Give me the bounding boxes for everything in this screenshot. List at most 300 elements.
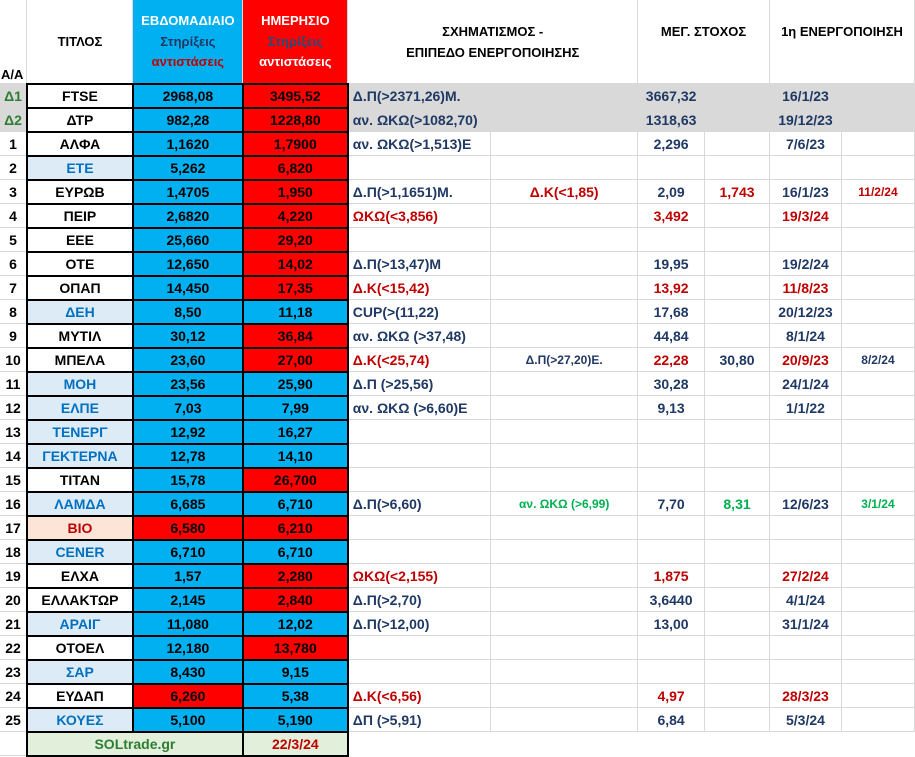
row-pattern1 [348,468,491,492]
row-target: 4,97 [638,684,705,708]
row-target [638,516,705,540]
row-target2 [705,684,770,708]
row-aa: 16 [0,492,27,516]
row-target: 13,00 [638,612,705,636]
row-activation [769,228,841,252]
footer-row [0,732,915,756]
row-weekly: 6,260 [133,684,243,708]
row-activation: 20/12/23 [769,300,841,324]
row-activation2 [841,612,914,636]
row-target [638,540,705,564]
row-daily: 5,190 [243,708,348,732]
row-daily: 11,18 [243,300,348,324]
footer-empty [841,732,914,756]
row-activation: 24/1/24 [769,372,841,396]
table-row [0,300,915,324]
row-weekly: 12,78 [133,444,243,468]
row-name: ΔΤΡ [27,108,133,132]
row-activation [769,420,841,444]
row-target: 7,70 [638,492,705,516]
table-row [0,348,915,372]
row-activation: 19/12/23 [769,108,841,132]
row-name: ΕΕΕ [27,228,133,252]
row-name: FTSE [27,84,133,108]
row-daily: 1,950 [243,180,348,204]
row-target: 17,68 [638,300,705,324]
row-weekly: 2,6820 [133,204,243,228]
row-name: ΤΙΤΑΝ [27,468,133,492]
row-weekly: 6,710 [133,540,243,564]
row-name: ΛΑΜΔΑ [27,492,133,516]
row-daily: 27,00 [243,348,348,372]
row-activation2 [841,300,914,324]
row-pattern2 [491,468,638,492]
row-name: ΜΥΤΙΛ [27,324,133,348]
header-activation: 1η ΕΝΕΡΓΟΠΟΙΗΣΗ [769,0,914,84]
footer-empty [491,732,638,756]
table-row [0,612,915,636]
row-pattern1: Δ.Π(>2,70) [348,588,491,612]
row-weekly: 5,262 [133,156,243,180]
row-target2: 1,743 [705,180,770,204]
row-pattern2 [491,228,638,252]
row-target: 19,95 [638,252,705,276]
row-pattern1: αν. ΩΚΩ (>37,48) [348,324,491,348]
table-row [0,132,915,156]
row-daily: 2,280 [243,564,348,588]
row-target2 [705,564,770,588]
row-daily: 29,20 [243,228,348,252]
row-aa: 3 [0,180,27,204]
row-activation [769,444,841,468]
row-pattern1: Δ.Π(>2371,26)Μ. [348,84,491,108]
row-activation [769,468,841,492]
header-daily-sub2: αντιστάσεις [259,54,332,70]
row-daily: 1228,80 [243,108,348,132]
header-weekly-title: ΕΒΔΟΜΑΔΙΑΙΟ [141,13,235,29]
row-target2 [705,660,770,684]
row-pattern1: αν. ΩΚΩ (>6,60)Ε [348,396,491,420]
row-pattern2 [491,276,638,300]
row-pattern2 [491,204,638,228]
table-row [0,276,915,300]
row-target2 [705,420,770,444]
row-daily: 6,820 [243,156,348,180]
table-row [0,468,915,492]
row-daily: 4,220 [243,204,348,228]
row-weekly: 1,4705 [133,180,243,204]
table-row [0,540,915,564]
header-weekly-sub2: αντιστάσεις [151,54,225,70]
table-row [0,156,915,180]
row-activation: 16/1/23 [769,84,841,108]
row-target: 9,13 [638,396,705,420]
row-pattern2 [491,708,638,732]
row-name: ΕΛΧΑ [27,564,133,588]
row-pattern1: ΩΚΩ(<2,155) [348,564,491,588]
header-daily [243,0,348,84]
table-row [0,636,915,660]
row-weekly: 8,430 [133,660,243,684]
row-daily: 2,840 [243,588,348,612]
table-row [0,588,915,612]
row-pattern2 [491,660,638,684]
footer-date: 22/3/24 [243,732,348,756]
table-row [0,108,915,132]
row-activation [769,156,841,180]
row-target: 6,84 [638,708,705,732]
header-pattern-line1: ΣΧΗΜΑΤΙΣΜΟΣ - [442,23,544,39]
row-weekly: 12,92 [133,420,243,444]
header-titlos: ΤΙΤΛΟΣ [27,0,133,84]
row-activation2 [841,108,914,132]
row-daily: 26,700 [243,468,348,492]
row-name: ΑΛΦΑ [27,132,133,156]
row-activation: 7/6/23 [769,132,841,156]
row-weekly: 23,56 [133,372,243,396]
header-daily-title: ΗΜΕΡΗΣΙΟ [261,13,330,29]
row-name: ΟΤΟΕΛ [27,636,133,660]
row-target2 [705,372,770,396]
row-target2 [705,516,770,540]
row-aa: 23 [0,660,27,684]
row-target: 1318,63 [638,108,705,132]
row-target2 [705,444,770,468]
row-activation2: 3/1/24 [841,492,914,516]
row-pattern1: CUP(>(11,22) [348,300,491,324]
row-pattern2: αν. ΩΚΩ (>6,99) [491,492,638,516]
row-daily: 17,35 [243,276,348,300]
row-aa: 17 [0,516,27,540]
row-activation: 19/3/24 [769,204,841,228]
row-activation2 [841,684,914,708]
row-aa: 2 [0,156,27,180]
row-pattern2 [491,156,638,180]
table-row [0,684,915,708]
table-row [0,324,915,348]
row-activation2 [841,468,914,492]
table-row [0,492,915,516]
header-row [0,0,915,84]
row-target: 13,92 [638,276,705,300]
row-target2: 30,80 [705,348,770,372]
row-activation2 [841,708,914,732]
row-pattern1 [348,156,491,180]
row-pattern2 [491,108,638,132]
row-activation2 [841,660,914,684]
row-activation: 11/8/23 [769,276,841,300]
row-target: 2,09 [638,180,705,204]
row-target [638,420,705,444]
row-target [638,444,705,468]
row-aa: Δ2 [0,108,27,132]
row-weekly: 12,650 [133,252,243,276]
row-pattern2: Δ.Κ(<1,85) [491,180,638,204]
table-row [0,84,915,108]
row-pattern2 [491,516,638,540]
row-weekly: 982,28 [133,108,243,132]
row-name: CENER [27,540,133,564]
row-activation: 1/1/22 [769,396,841,420]
row-pattern1: Δ.Π(>1,1651)Μ. [348,180,491,204]
row-daily: 5,38 [243,684,348,708]
row-pattern2 [491,444,638,468]
row-aa: 21 [0,612,27,636]
row-activation [769,660,841,684]
row-activation2: 11/2/24 [841,180,914,204]
row-activation2 [841,132,914,156]
row-weekly: 6,580 [133,516,243,540]
row-aa: 10 [0,348,27,372]
row-target2 [705,156,770,180]
row-pattern2 [491,372,638,396]
row-pattern2 [491,324,638,348]
row-target2: 8,31 [705,492,770,516]
row-activation [769,540,841,564]
footer-empty [638,732,705,756]
table-row [0,396,915,420]
row-activation2 [841,204,914,228]
row-pattern1: Δ.Κ(<15,42) [348,276,491,300]
row-activation2 [841,396,914,420]
header-daily-sub1: Στηρίξεις [267,34,323,50]
row-aa: 24 [0,684,27,708]
table-row [0,564,915,588]
row-weekly: 2,145 [133,588,243,612]
row-target2 [705,300,770,324]
row-daily: 12,02 [243,612,348,636]
row-weekly: 23,60 [133,348,243,372]
row-target2 [705,612,770,636]
row-activation: 20/9/23 [769,348,841,372]
row-weekly: 11,080 [133,612,243,636]
row-daily: 9,15 [243,660,348,684]
row-target2 [705,84,770,108]
row-aa: 14 [0,444,27,468]
row-daily: 13,780 [243,636,348,660]
row-name: ΔΕΗ [27,300,133,324]
row-aa: 12 [0,396,27,420]
row-aa: 22 [0,636,27,660]
row-pattern1: αν. ΩΚΩ(>1,513)Ε [348,132,491,156]
row-aa: 7 [0,276,27,300]
header-target: ΜΕΓ. ΣΤΟΧΟΣ [638,0,770,84]
header-weekly-sub1: Στηρίξεις [160,34,216,50]
row-pattern2: Δ.Π(>27,20)Ε. [491,348,638,372]
row-target: 22,28 [638,348,705,372]
row-name: ΚΟΥΕΣ [27,708,133,732]
row-daily: 1,7900 [243,132,348,156]
row-activation2: 8/2/24 [841,348,914,372]
row-weekly: 7,03 [133,396,243,420]
row-activation2 [841,516,914,540]
header-aa: Α/Α [0,0,27,84]
row-activation: 5/3/24 [769,708,841,732]
row-pattern2 [491,300,638,324]
row-activation2 [841,228,914,252]
row-name: ΣΑΡ [27,660,133,684]
row-target2 [705,132,770,156]
row-target: 30,28 [638,372,705,396]
row-pattern1: Δ.Π (>25,56) [348,372,491,396]
row-weekly: 12,180 [133,636,243,660]
row-pattern1 [348,228,491,252]
row-activation: 27/2/24 [769,564,841,588]
table-row [0,420,915,444]
row-aa: 20 [0,588,27,612]
row-activation2 [841,372,914,396]
row-pattern2 [491,84,638,108]
row-weekly: 30,12 [133,324,243,348]
row-daily: 6,710 [243,540,348,564]
row-daily: 36,84 [243,324,348,348]
row-daily: 14,10 [243,444,348,468]
row-name: ΕΤΕ [27,156,133,180]
table-row [0,708,915,732]
row-target2 [705,396,770,420]
row-target2 [705,204,770,228]
row-pattern1: Δ.Κ(<25,74) [348,348,491,372]
row-aa: 6 [0,252,27,276]
footer-empty [769,732,841,756]
row-aa: 13 [0,420,27,444]
row-target2 [705,588,770,612]
row-aa: 1 [0,132,27,156]
row-name: ΠΕΙΡ [27,204,133,228]
row-daily: 25,90 [243,372,348,396]
row-activation2 [841,252,914,276]
row-pattern1: Δ.Π(>13,47)Μ [348,252,491,276]
row-activation2 [841,420,914,444]
row-pattern2 [491,684,638,708]
table-row [0,516,915,540]
row-target: 1,875 [638,564,705,588]
row-target2 [705,252,770,276]
table-row [0,444,915,468]
table-row [0,252,915,276]
row-target [638,156,705,180]
row-pattern2 [491,612,638,636]
row-weekly: 25,660 [133,228,243,252]
row-aa: 4 [0,204,27,228]
table-row [0,660,915,684]
row-name: ΜΟΗ [27,372,133,396]
row-weekly: 6,685 [133,492,243,516]
row-name: ΕΥΡΩΒ [27,180,133,204]
row-daily: 7,99 [243,396,348,420]
row-target: 3,492 [638,204,705,228]
row-pattern2 [491,564,638,588]
row-weekly: 5,100 [133,708,243,732]
row-pattern2 [491,396,638,420]
row-aa: 5 [0,228,27,252]
row-activation [769,516,841,540]
row-activation: 12/6/23 [769,492,841,516]
row-target2 [705,708,770,732]
row-name: ΒΙΟ [27,516,133,540]
row-pattern1: αν. ΩΚΩ(>1082,70) [348,108,491,132]
row-pattern1 [348,540,491,564]
row-activation2 [841,276,914,300]
row-activation: 8/1/24 [769,324,841,348]
row-aa: Δ1 [0,84,27,108]
row-target: 3667,32 [638,84,705,108]
footer-empty [705,732,770,756]
row-pattern1: Δ.Κ(<6,56) [348,684,491,708]
row-target2 [705,324,770,348]
header-pattern-line2: ΕΠΙΠΕΔΟ ΕΝΕΡΓΟΠΟΙΗΣΗΣ [406,44,580,60]
row-name: ΟΠΑΠ [27,276,133,300]
row-target [638,660,705,684]
row-activation2 [841,588,914,612]
row-pattern1 [348,420,491,444]
row-target2 [705,636,770,660]
row-name: ΕΥΔΑΠ [27,684,133,708]
row-pattern1: ΩΚΩ(<3,856) [348,204,491,228]
row-pattern2 [491,636,638,660]
row-name: ΟΤΕ [27,252,133,276]
row-weekly: 15,78 [133,468,243,492]
row-aa: 11 [0,372,27,396]
row-name: ΤΕΝΕΡΓ [27,420,133,444]
row-pattern1 [348,444,491,468]
row-target2 [705,228,770,252]
row-daily: 16,27 [243,420,348,444]
row-daily: 6,710 [243,492,348,516]
row-daily: 14,02 [243,252,348,276]
footer-brand[interactable]: SOLtrade.gr [27,732,243,756]
row-activation: 16/1/23 [769,180,841,204]
row-pattern1: ΔΠ (>5,91) [348,708,491,732]
row-activation: 31/1/24 [769,612,841,636]
footer-empty [348,732,491,756]
header-weekly [133,0,243,84]
row-pattern2 [491,252,638,276]
row-aa: 8 [0,300,27,324]
row-weekly: 1,1620 [133,132,243,156]
row-activation2 [841,84,914,108]
row-activation2 [841,444,914,468]
row-activation2 [841,156,914,180]
table-row [0,180,915,204]
row-activation: 28/3/23 [769,684,841,708]
row-aa: 15 [0,468,27,492]
table-row [0,204,915,228]
row-target [638,228,705,252]
row-target2 [705,540,770,564]
row-pattern1 [348,516,491,540]
row-pattern2 [491,420,638,444]
row-pattern2 [491,540,638,564]
row-name: ΑΡΑΙΓ [27,612,133,636]
row-aa: 19 [0,564,27,588]
row-target [638,636,705,660]
row-name: ΜΠΕΛΑ [27,348,133,372]
row-pattern1 [348,636,491,660]
row-pattern2 [491,588,638,612]
row-pattern1: Δ.Π(>6,60) [348,492,491,516]
row-target2 [705,468,770,492]
header-pattern [348,0,638,84]
row-activation2 [841,324,914,348]
row-target: 3,6440 [638,588,705,612]
row-daily: 6,210 [243,516,348,540]
row-aa: 25 [0,708,27,732]
row-activation2 [841,564,914,588]
row-target [638,468,705,492]
table-row [0,372,915,396]
row-weekly: 14,450 [133,276,243,300]
